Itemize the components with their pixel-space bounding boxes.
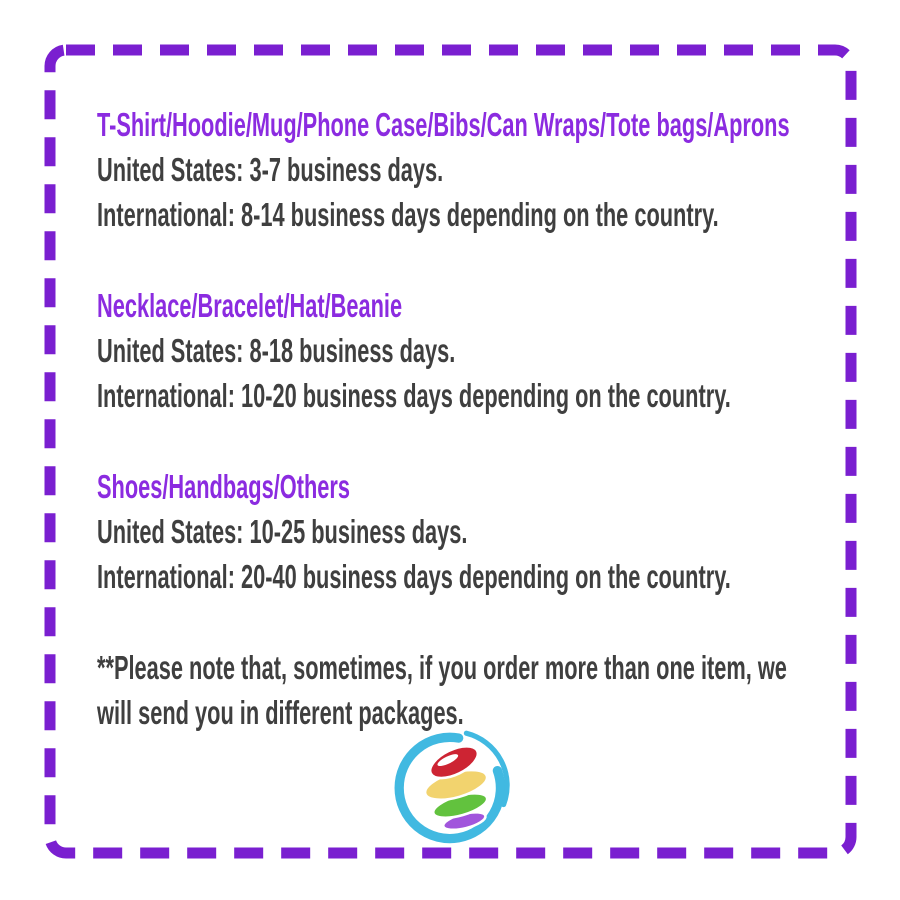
shipping-section-shoes [97,464,810,599]
us-shipping-line: United States: 8-18 business days. [97,332,456,369]
section-heading: Shoes/Handbags/Others [97,468,350,505]
section-heading: T-Shirt/Hoodie/Mug/Phone Case/Bibs/Can Wraps/Tote bags/Aprons [97,106,790,143]
us-shipping-line: United States: 10-25 business days. [97,513,468,550]
shipping-section-accessories [97,283,810,418]
international-shipping-line: International: 8-14 business days depending on the country. [97,196,719,233]
shipping-section-apparel [97,102,810,237]
section-heading: Necklace/Bracelet/Hat/Beanie [97,287,403,324]
international-shipping-line: International: 10-20 business days depending on the country. [97,377,731,414]
colorful-globe-logo-icon [392,726,516,850]
notice-content [97,102,810,735]
packages-note: **Please note that, sometimes, if you order more than one item, we will send you in different packages. [97,649,787,731]
us-shipping-line: United States: 3-7 business days. [97,151,444,188]
international-shipping-line: International: 20-40 business days depending on the country. [97,558,731,595]
